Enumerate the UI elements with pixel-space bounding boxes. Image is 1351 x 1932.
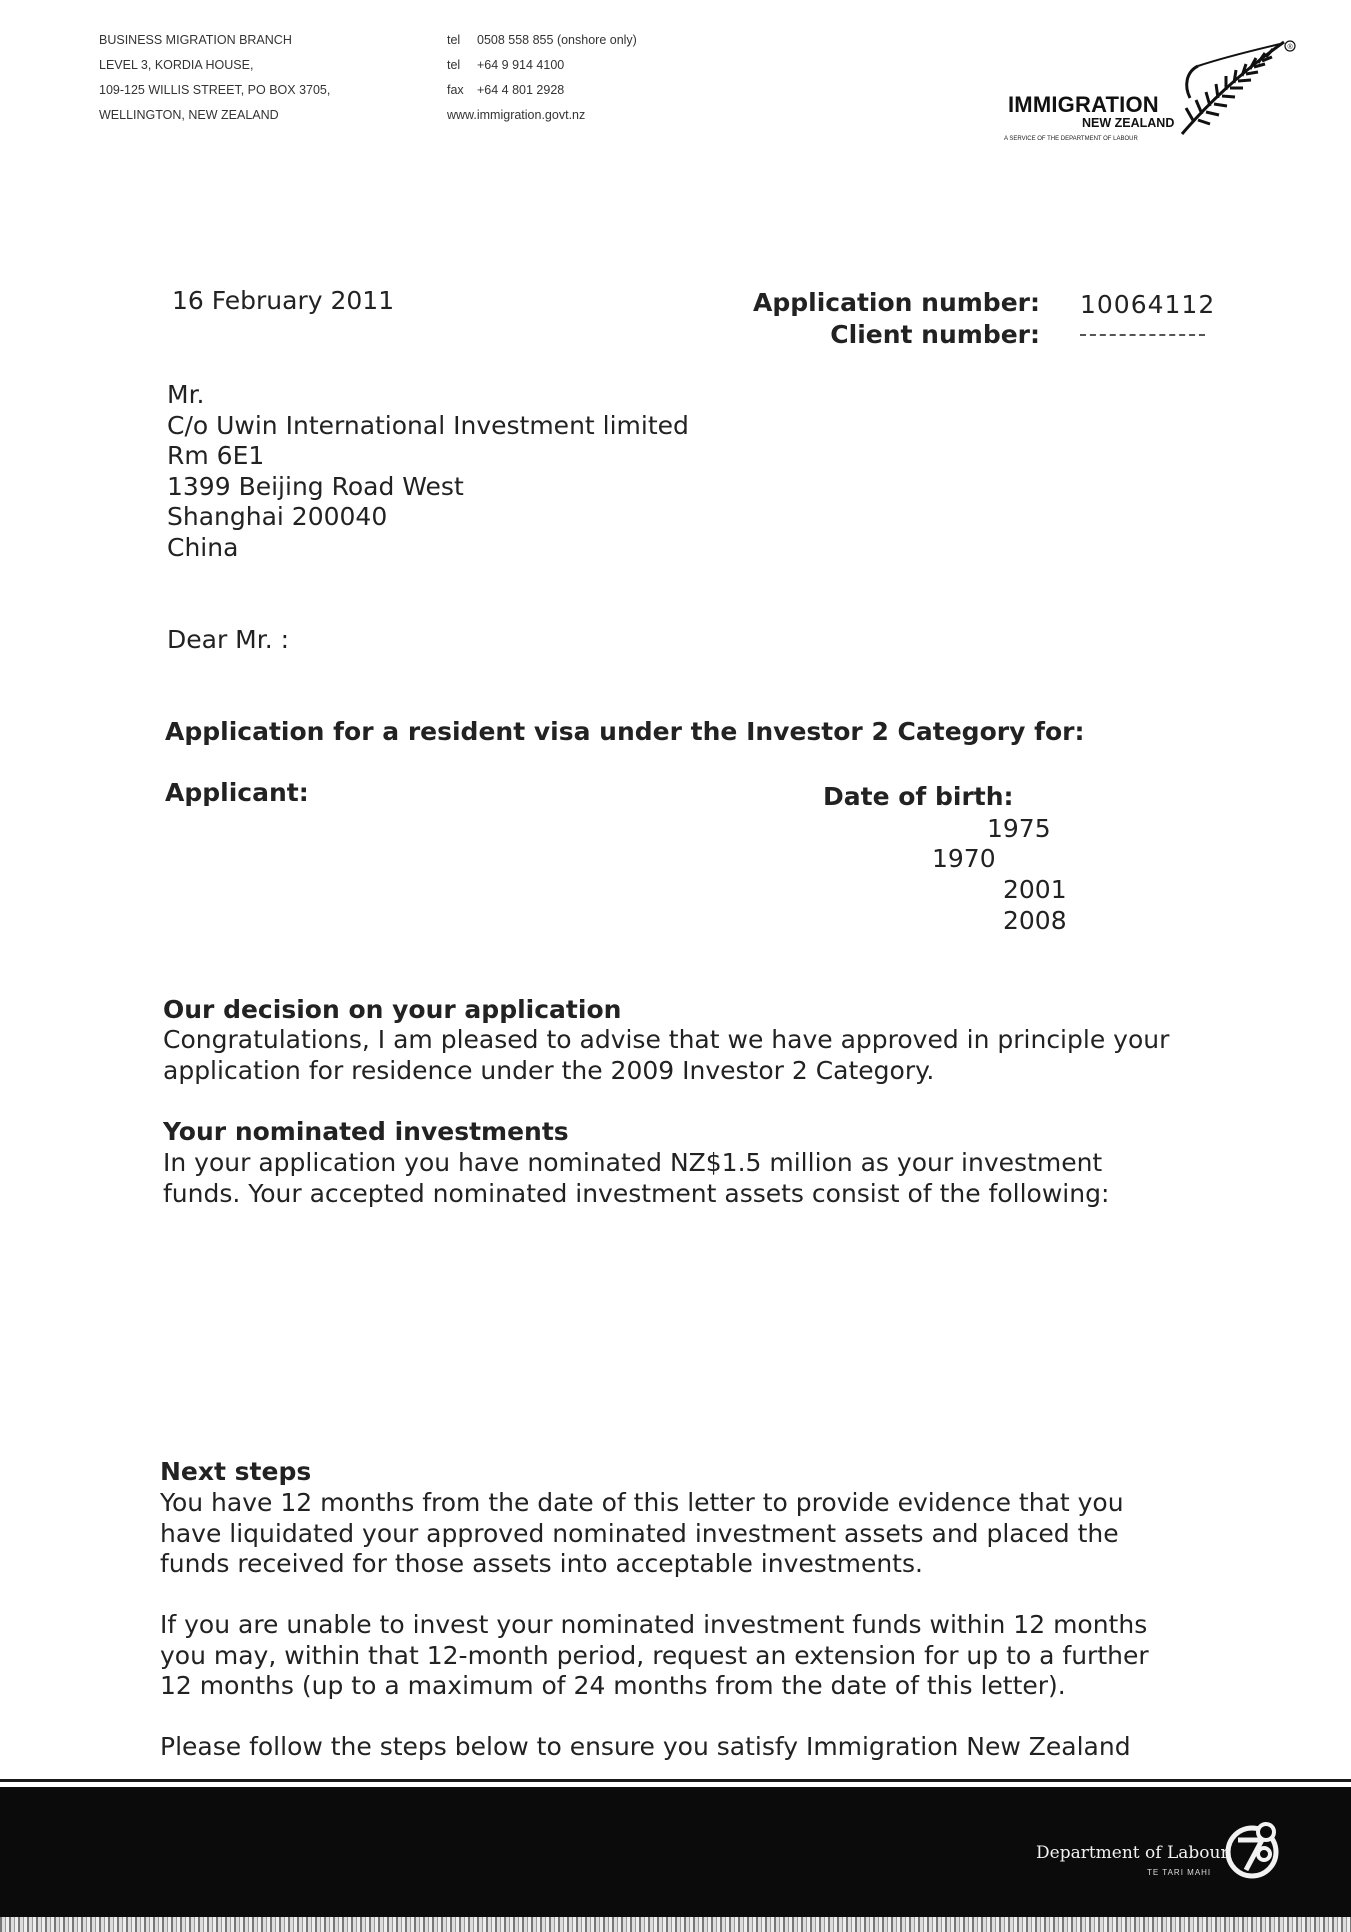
logo-title: IMMIGRATION xyxy=(1008,92,1159,117)
contact-label: tel xyxy=(447,33,461,47)
investments-paragraph xyxy=(163,1148,1109,1209)
salutation: Dear Mr. : xyxy=(167,625,290,654)
dob-value: 1975 xyxy=(987,814,1051,843)
contact-line xyxy=(447,78,637,103)
immigration-nz-logo xyxy=(1004,36,1304,156)
paragraph-line: You have 12 months from the date of this letter to provide evidence that you xyxy=(160,1488,1124,1517)
investments-heading: Your nominated investments xyxy=(163,1117,569,1146)
department-subtitle: TE TARI MAHI xyxy=(1147,1868,1212,1877)
dob-value: 2001 xyxy=(1003,875,1067,904)
paragraph-line: In your application you have nominated NZ$1.5 million as your investment xyxy=(163,1148,1103,1177)
address-line: WELLINGTON, NEW ZEALAND xyxy=(99,108,279,122)
application-number-label: Application number: xyxy=(753,288,1040,317)
paragraph-line: you may, within that 12-month period, request an extension for up to a further xyxy=(160,1640,1149,1670)
paragraph-line: application for residence under the 2009 Investor 2 Category. xyxy=(163,1055,935,1085)
contact-value: +64 4 801 2928 xyxy=(477,83,565,97)
paragraph-line: funds. Your accepted nominated investment assets consist of the following: xyxy=(163,1178,1110,1208)
application-number: 10064112 xyxy=(1080,290,1216,319)
address-line: LEVEL 3, KORDIA HOUSE, xyxy=(99,58,254,72)
contact-line xyxy=(447,28,637,53)
contact-line xyxy=(447,53,637,78)
logo-subtitle: NEW ZEALAND xyxy=(1082,116,1175,130)
contact-line xyxy=(447,103,637,128)
next-steps-heading: Next steps xyxy=(160,1457,312,1486)
footer-rule xyxy=(0,1779,1351,1782)
next-steps-paragraph-3: Please follow the steps below to ensure you satisfy Immigration New Zealand xyxy=(160,1732,1131,1761)
client-number-redacted xyxy=(1080,334,1205,336)
scan-edge-strip xyxy=(0,1917,1351,1932)
address-line: C/o Uwin International Investment limited xyxy=(167,410,689,440)
address-line: 1399 Beijing Road West xyxy=(167,471,464,501)
address-line: 109-125 WILLIS STREET, PO BOX 3705, xyxy=(99,83,331,97)
recipient-address xyxy=(167,380,689,563)
address-line: Shanghai 200040 xyxy=(167,502,388,531)
dob-label: Date of birth: xyxy=(823,782,1014,811)
letterhead-contact xyxy=(447,28,637,128)
applicant-label: Applicant: xyxy=(165,778,309,807)
contact-value: 0508 558 855 (onshore only) xyxy=(477,33,637,47)
next-steps-paragraph-2 xyxy=(160,1610,1149,1702)
decision-paragraph xyxy=(163,1025,1169,1086)
registered-mark: ® xyxy=(1287,44,1293,51)
paragraph-line: Congratulations, I am pleased to advise that we have approved in principle your xyxy=(163,1025,1170,1054)
decision-heading: Our decision on your application xyxy=(163,995,622,1024)
subject-heading: Application for a resident visa under the Investor 2 Category for: xyxy=(165,717,1085,746)
dob-value: 2008 xyxy=(1003,906,1067,935)
silver-fern-icon xyxy=(1176,36,1296,146)
letterhead-address xyxy=(99,28,330,128)
address-line: BUSINESS MIGRATION BRANCH xyxy=(99,33,292,47)
paragraph-line: If you are unable to invest your nominated investment funds within 12 months xyxy=(160,1610,1148,1639)
paragraph-line: 12 months (up to a maximum of 24 months from the date of this letter). xyxy=(160,1671,1066,1700)
next-steps-paragraph-1 xyxy=(160,1488,1124,1580)
department-name: Department of Labour xyxy=(1036,1843,1229,1863)
contact-value: +64 9 914 4100 xyxy=(477,58,565,72)
logo-tagline: A SERVICE OF THE DEPARTMENT OF LABOUR xyxy=(1004,136,1138,142)
address-line: Mr. xyxy=(167,380,205,409)
paragraph-line: funds received for those assets into acceptable investments. xyxy=(160,1549,923,1578)
address-line: Rm 6E1 xyxy=(167,441,265,470)
contact-label: tel xyxy=(447,58,461,72)
address-line: China xyxy=(167,532,239,562)
paragraph-line: have liquidated your approved nominated investment assets and placed the xyxy=(160,1518,1119,1548)
client-number-label: Client number: xyxy=(830,320,1040,349)
contact-label: fax xyxy=(447,83,464,97)
letter-date: 16 February 2011 xyxy=(172,286,395,315)
dob-value: 1970 xyxy=(932,844,996,873)
department-of-labour-logo-icon xyxy=(1222,1818,1286,1882)
contact-website: www.immigration.govt.nz xyxy=(447,108,586,122)
